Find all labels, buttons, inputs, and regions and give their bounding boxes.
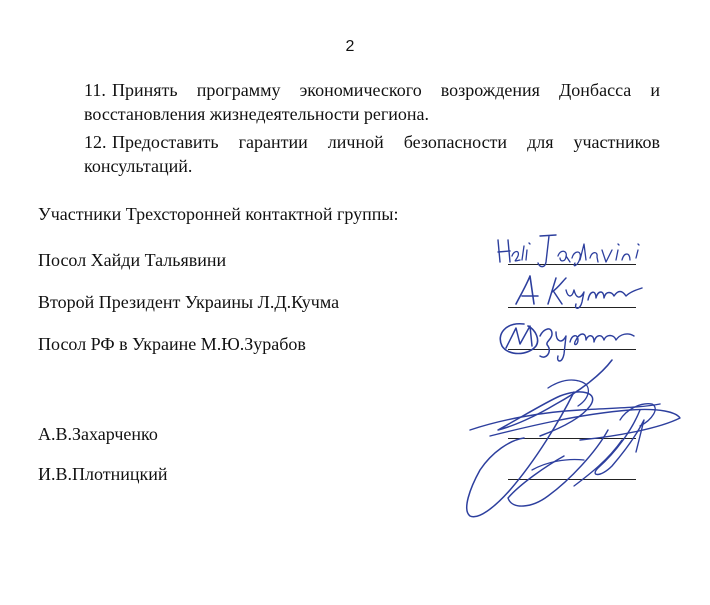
- item-text-line: Предоставить гарантии личной безопасности для участников: [112, 132, 660, 152]
- signatory-label: Посол РФ в Украине М.Ю.Зурабов: [38, 334, 306, 354]
- signature-line: [508, 264, 636, 265]
- signature-zurabov: [500, 324, 634, 361]
- signature-tagliavini: [498, 235, 639, 267]
- signatory-label: И.В.Плотницкий: [38, 464, 168, 484]
- signature-kuchma: [516, 276, 642, 308]
- signature-line: [508, 307, 636, 308]
- signature-zakharchenko: [470, 360, 680, 440]
- signature-line: [508, 479, 636, 480]
- signature-line: [508, 349, 636, 350]
- item-number: 12.: [84, 132, 107, 152]
- signature-plotnitsky: [467, 392, 644, 517]
- item-number: 11.: [84, 80, 106, 100]
- list-item: [84, 130, 660, 178]
- item-text-line: Принять программу экономического возрождения Донбасса и: [112, 80, 660, 100]
- signature-line: [508, 438, 636, 439]
- signatory-label: А.В.Захарченко: [38, 424, 158, 444]
- list-item: [84, 78, 660, 126]
- item-text-line: восстановления жизнедеятельности региона.: [84, 104, 430, 124]
- signatory-label: Второй Президент Украины Л.Д.Кучма: [38, 292, 340, 312]
- participants-heading: Участники Трехсторонней контактной группы:: [38, 204, 399, 224]
- item-text-line: консультаций.: [84, 156, 193, 176]
- page-number: 2: [345, 38, 355, 55]
- signatory-label: Посол Хайди Тальявини: [38, 250, 227, 270]
